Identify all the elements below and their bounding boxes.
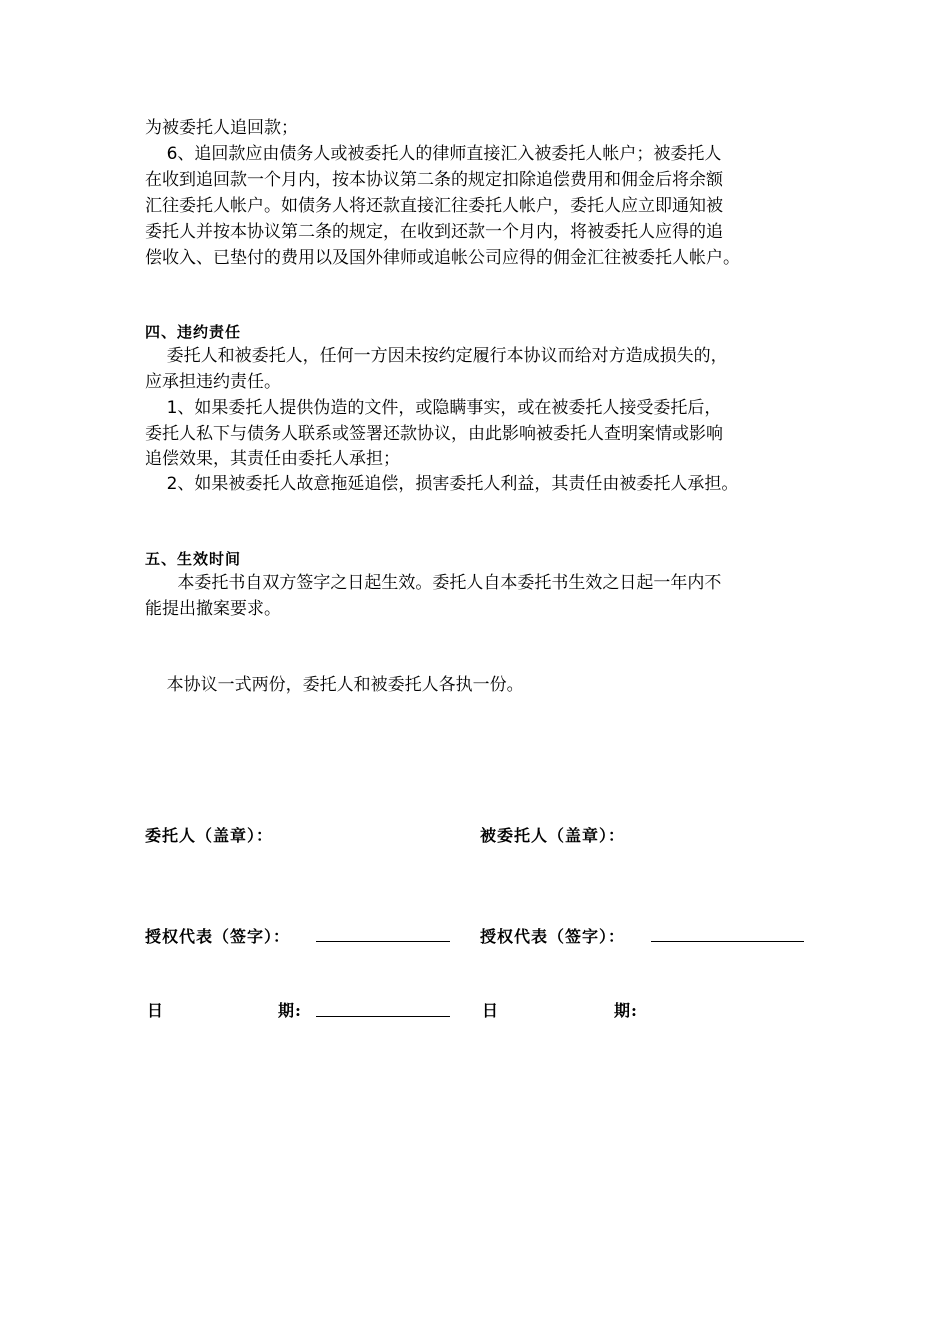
paragraph-line: 追偿效果，其责任由委托人承担； [145,449,400,469]
closing-statement: 本协议一式两份，委托人和被委托人各执一份。 [145,675,524,695]
agent-rep-signature-line [651,941,804,942]
paragraph-line: 为被委托人追回款； [145,118,298,138]
paragraph-line: 本委托书自双方签字之日起生效。委托人自本委托书生效之日起一年内不 [145,573,722,593]
agent-date-label-a: 日 [482,1001,500,1020]
paragraph-line: 在收到追回款一个月内，按本协议第二条的规定扣除追偿费用和佣金后将余额 [145,170,723,190]
paragraph-line: 2、如果被委托人故意拖延追偿，损害委托人利益，其责任由被委托人承担。 [145,474,739,494]
paragraph-line: 偿收入、已垫付的费用以及国外律师或追帐公司应得的佣金汇往被委托人帐户。 [145,248,740,268]
paragraph-line: 委托人并按本协议第二条的规定，在收到还款一个月内，将被委托人应得的追 [145,222,723,242]
section-heading-effective-date: 五、生效时间 [145,550,242,568]
paragraph-line: 汇往委托人帐户。如债务人将还款直接汇往委托人帐户，委托人应立即通知被 [145,196,723,216]
client-rep-signature-label: 授权代表（签字）： [145,927,291,946]
paragraph-line: 应承担违约责任。 [145,372,281,392]
section-heading-breach: 四、违约责任 [145,323,242,341]
paragraph-line: 委托人私下与债务人联系或签署还款协议，由此影响被委托人查明案情或影响 [145,424,723,444]
agent-date-label-b: 期: [614,1001,638,1020]
paragraph-line: 1、如果委托人提供伪造的文件，或隐瞒事实，或在被委托人接受委托后， [145,398,722,418]
client-date-label-a: 日 [147,1001,165,1020]
client-seal-label: 委托人（盖章）： [145,826,274,845]
paragraph-line: 能提出撤案要求。 [145,599,281,619]
agent-rep-signature-label: 授权代表（签字）： [480,927,626,946]
client-date-label-b: 期: [278,1001,302,1020]
paragraph-line: 委托人和被委托人，任何一方因未按约定履行本协议而给对方造成损失的， [145,346,728,366]
client-rep-signature-line [316,941,450,942]
paragraph-line: 6、追回款应由债务人或被委托人的律师直接汇入被委托人帐户；被委托人 [145,144,722,164]
agent-seal-label: 被委托人（盖章）： [480,826,626,845]
client-date-line [316,1016,450,1017]
